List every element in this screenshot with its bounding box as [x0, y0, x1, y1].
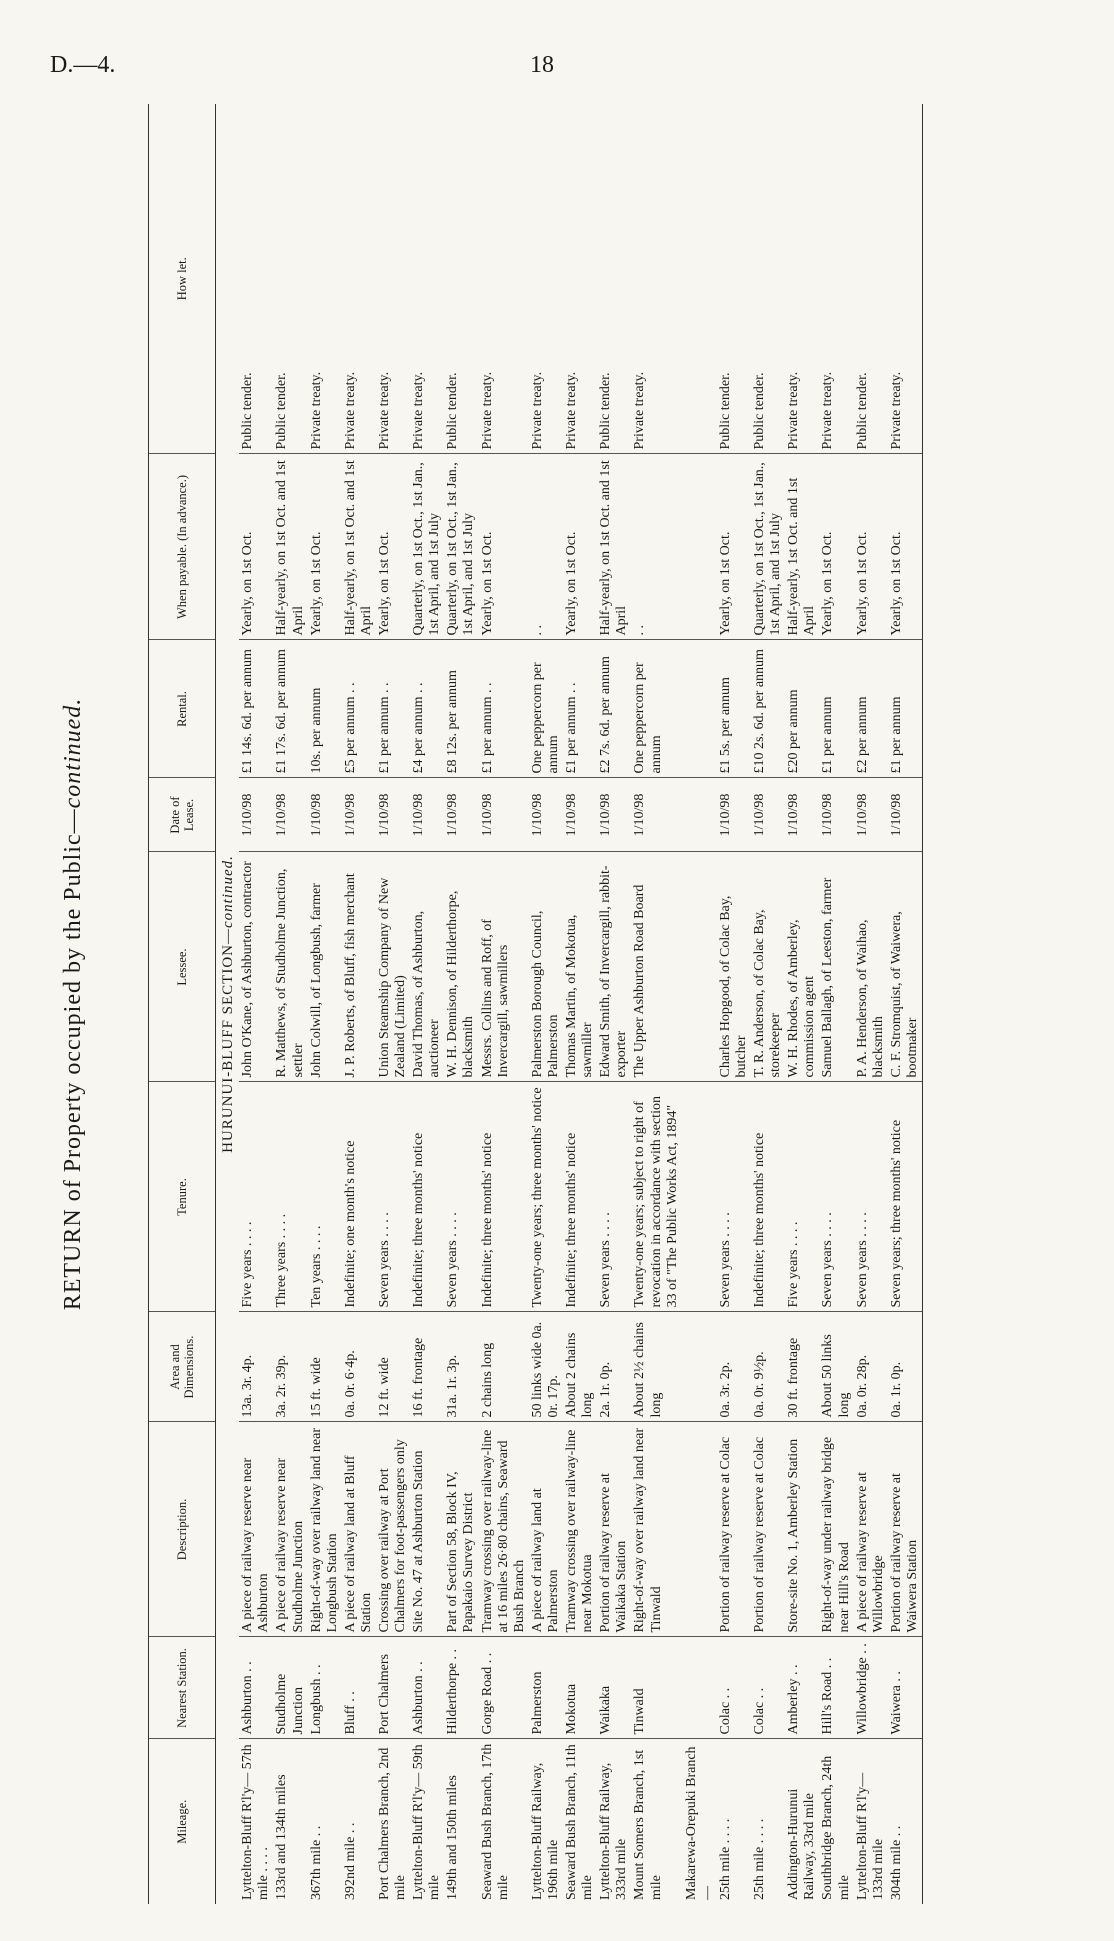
cell-station: Mokotua — [563, 1637, 597, 1739]
cell-description: Store-site No. 1, Amberley Station — [785, 1422, 819, 1637]
cell-area: 2 chains long — [479, 1312, 529, 1422]
cell-station: Gorge Road . . — [479, 1637, 529, 1739]
cell-station: Bluff . . — [342, 1637, 376, 1739]
empty-cell — [682, 778, 717, 852]
cell-mileage: Mount Somers Branch, 1st mile — [632, 1749, 664, 1900]
cell-description: A piece of railway reserve near Studholme Junction — [273, 1422, 307, 1637]
cell-description: Portion of railway reserve at Colac — [751, 1422, 785, 1637]
section-heading — [216, 104, 240, 1904]
table-row — [308, 104, 342, 1904]
table-row — [819, 104, 853, 1904]
cell-payable: Yearly, on 1st Oct. — [308, 454, 342, 640]
cell-area: 50 links wide 0a. 0r. 17p. — [529, 1312, 563, 1422]
cell-description: Right-of-way over railway land near Tinwald — [631, 1422, 681, 1637]
empty-cell — [682, 104, 717, 454]
cell-mileage: 149th and 150th miles — [445, 1775, 461, 1900]
cell-rental: £1 per annum — [819, 640, 853, 778]
section-title: HURUNUI-BLUFF SECTION— — [220, 927, 236, 1153]
cell-area: 0a. 1r. 0p. — [888, 1312, 923, 1422]
cell-rental: 10s. per annum — [308, 640, 342, 778]
cell-lessee: David Thomas, of Ashburton, auctioneer — [410, 852, 444, 1082]
cell-mileage: Lyttelton-Bluff R'l'y— 133rd mile — [854, 1772, 886, 1900]
cell-lessee: Edward Smith, of Invercargill, rabbit-exporter — [597, 852, 631, 1082]
cell-payable: Yearly, on 1st Oct. — [888, 454, 923, 640]
cell-lessee: Thomas Martin, of Mokotua, sawmiller — [563, 852, 597, 1082]
column-header: Lessee. — [149, 852, 216, 1082]
cell-date: 1/10/98 — [239, 778, 273, 852]
cell-how: Private treaty. — [342, 104, 376, 454]
cell-mileage: 133rd and 134th miles — [274, 1774, 290, 1900]
cell-tenure: Seven years . . . . — [854, 1082, 888, 1312]
cell-payable: Quarterly, on 1st Oct., 1st Jan., 1st April, and 1st July — [410, 454, 444, 640]
cell-rental: One peppercorn per annum — [631, 640, 681, 778]
cell-date: 1/10/98 — [273, 778, 307, 852]
cell-tenure: Indefinite; three months' notice — [563, 1082, 597, 1312]
page-number: 18 — [530, 52, 554, 78]
cell-description: Portion of railway reserve at Waiwera Station — [888, 1422, 923, 1637]
rotated-table-block — [60, 104, 1048, 1904]
cell-area: 31a. 1r. 3p. — [444, 1312, 478, 1422]
cell-date: 1/10/98 — [597, 778, 631, 852]
cell-description: A piece of railway land at Bluff Station — [342, 1422, 376, 1637]
cell-date: 1/10/98 — [308, 778, 342, 852]
cell-mileage: 304th mile . . — [888, 1739, 923, 1904]
cell-station: Hilderthorpe . . — [444, 1637, 478, 1739]
cell-station: Ashburton . . — [410, 1637, 444, 1739]
table-row — [529, 104, 563, 1904]
cell-how: Private treaty. — [308, 104, 342, 454]
cell-station: Waikaka — [597, 1637, 631, 1739]
cell-description: Portion of railway reserve at Waikaka Station — [597, 1422, 631, 1637]
cell-tenure: Twenty-one years; three months' notice — [529, 1082, 563, 1312]
cell-mileage: 367th mile . . — [308, 1825, 324, 1900]
cell-rental: £1 per annum . . — [479, 640, 529, 778]
cell-payable: Quarterly, on 1st Oct., 1st Jan., 1st April, and 1st July — [444, 454, 478, 640]
cell-how: Public tender. — [444, 104, 478, 454]
cell-description: A piece of railway land at Palmerston — [529, 1422, 563, 1637]
document-id: D.—4. — [50, 52, 116, 78]
cell-payable: Half-yearly, on 1st Oct. and 1st April — [273, 454, 307, 640]
cell-station: Longbush . . — [308, 1637, 342, 1739]
cell-mileage: Addington-Hurunui Railway, 33rd mile — [786, 1788, 818, 1900]
cell-how: Private treaty. — [410, 104, 444, 454]
cell-lessee: Palmerston Borough Council, Palmerston — [529, 852, 563, 1082]
cell-mileage: Seaward Bush Branch, 17th mile — [479, 1743, 511, 1900]
cell-date: 1/10/98 — [444, 778, 478, 852]
cell-description: Site No. 47 at Ashburton Station — [410, 1422, 444, 1637]
cell-how: Private treaty. — [376, 104, 410, 454]
cell-area: 13a. 3r. 4p. — [239, 1312, 273, 1422]
cell-how: Private treaty. — [479, 104, 529, 454]
table-row — [342, 104, 376, 1904]
cell-payable: Yearly, on 1st Oct. — [854, 454, 888, 640]
cell-description: A piece of railway reserve at Willowbridge — [854, 1422, 888, 1637]
cell-lessee: Messrs. Collins and Roff, of Invercargill, sawmillers — [479, 852, 529, 1082]
subheading-row — [682, 104, 717, 1904]
cell-station: Tinwald — [631, 1637, 681, 1739]
cell-payable: Quarterly, on 1st Oct., 1st Jan., 1st April, and 1st July — [751, 454, 785, 640]
empty-cell — [682, 852, 717, 1082]
cell-payable: Yearly, on 1st Oct. — [563, 454, 597, 640]
table-row — [444, 104, 478, 1904]
cell-station: Colac . . — [717, 1637, 751, 1739]
cell-rental: £1 per annum . . — [376, 640, 410, 778]
cell-tenure: Indefinite; three months' notice — [410, 1082, 444, 1312]
cell-date: 1/10/98 — [376, 778, 410, 852]
cell-payable: Yearly, on 1st Oct. — [239, 454, 273, 640]
cell-tenure: Seven years . . . . — [444, 1082, 478, 1312]
cell-lessee: W. H. Dennison, of Hilderthorpe, blacksmith — [444, 852, 478, 1082]
cell-date: 1/10/98 — [342, 778, 376, 852]
table-row — [854, 104, 888, 1904]
table-row — [239, 104, 273, 1904]
cell-station: Willowbridge . . — [854, 1637, 888, 1739]
cell-rental: £5 per annum . . — [342, 640, 376, 778]
empty-cell — [682, 1082, 717, 1312]
table-row — [479, 104, 529, 1904]
cell-lessee: Union Steamship Company of New Zealand (Limited) — [376, 852, 410, 1082]
cell-rental: £8 12s. per annum — [444, 640, 478, 778]
column-header: Date of Lease. — [149, 778, 216, 852]
cell-area: About 2 chains long — [563, 1312, 597, 1422]
cell-how: Public tender. — [751, 104, 785, 454]
cell-tenure: Seven years; three months' notice — [888, 1082, 923, 1312]
cell-rental: One peppercorn per annum — [529, 640, 563, 778]
cell-date: 1/10/98 — [819, 778, 853, 852]
cell-tenure: Five years . . . . — [239, 1082, 273, 1312]
cell-how: Public tender. — [597, 104, 631, 454]
cell-date: 1/10/98 — [854, 778, 888, 852]
return-title — [60, 104, 87, 1904]
cell-station: Hill's Road . . — [819, 1637, 853, 1739]
table-row — [597, 104, 631, 1904]
cell-station: Colac . . — [751, 1637, 785, 1739]
cell-tenure: Five years . . . . — [785, 1082, 819, 1312]
empty-cell — [682, 640, 717, 778]
section-heading-row — [216, 104, 240, 1904]
title-continued: continued. — [60, 697, 86, 809]
title-main: RETURN of Property occupied by the Public— — [60, 808, 86, 1311]
cell-area: 15 ft. wide — [308, 1312, 342, 1422]
cell-area: 0a. 3r. 2p. — [717, 1312, 751, 1422]
cell-how: Public tender. — [273, 104, 307, 454]
table-row — [785, 104, 819, 1904]
cell-lessee: R. Matthews, of Studholme Junction, settler — [273, 852, 307, 1082]
cell-lessee: John Colwill, of Longbush, farmer — [308, 852, 342, 1082]
column-header: Mileage. — [149, 1739, 216, 1904]
table-row — [631, 104, 681, 1904]
cell-area: 0a. 0r. 9½p. — [751, 1312, 785, 1422]
cell-date: 1/10/98 — [717, 778, 751, 852]
table-row — [273, 104, 307, 1904]
cell-tenure: Seven years . . . . — [597, 1082, 631, 1312]
cell-description: Right-of-way under railway bridge near Hill's Road — [819, 1422, 853, 1637]
cell-mileage: Southbridge Branch, 24th mile — [820, 1755, 852, 1900]
table-row — [888, 104, 923, 1904]
cell-payable: Yearly, on 1st Oct. — [717, 454, 751, 640]
cell-station: Port Chalmers — [376, 1637, 410, 1739]
cell-rental: £4 per annum . . — [410, 640, 444, 778]
cell-how: Public tender. — [717, 104, 751, 454]
cell-date: 1/10/98 — [888, 778, 923, 852]
cell-description: Portion of railway reserve at Colac — [717, 1422, 751, 1637]
column-header: Tenure. — [149, 1082, 216, 1312]
cell-lessee: T. R. Anderson, of Colac Bay, storekeeper — [751, 852, 785, 1082]
cell-tenure: Indefinite; three months' notice — [479, 1082, 529, 1312]
cell-rental: £10 2s. 6d. per annum — [751, 640, 785, 778]
column-header: When payable. (In advance.) — [149, 454, 216, 640]
cell-lessee: John O'Kane, of Ashburton, contractor — [239, 852, 273, 1082]
cell-lessee: C. F. Stromquist, of Waiwera, bootmaker — [888, 852, 923, 1082]
cell-rental: £20 per annum — [785, 640, 819, 778]
cell-rental: £1 14s. 6d. per annum — [239, 640, 273, 778]
column-header: Rental. — [149, 640, 216, 778]
cell-date: 1/10/98 — [529, 778, 563, 852]
section-continued: continued. — [220, 855, 236, 928]
table-row — [563, 104, 597, 1904]
table-row — [376, 104, 410, 1904]
cell-tenure: Indefinite; one month's notice — [342, 1082, 376, 1312]
table-body — [216, 104, 923, 1904]
cell-mileage: 25th mile . . . . — [717, 1818, 733, 1900]
cell-date: 1/10/98 — [410, 778, 444, 852]
cell-mileage: Lyttelton-Bluff Railway, 333rd mile — [598, 1762, 630, 1900]
cell-station: Amberley . . — [785, 1637, 819, 1739]
cell-mileage: Lyttelton-Bluff R'l'y— 59th mile — [411, 1744, 443, 1900]
cell-description: Tramway crossing over railway-line near Mokotua — [563, 1422, 597, 1637]
cell-tenure: Seven years . . . . — [717, 1082, 751, 1312]
cell-station: Ashburton . . — [239, 1637, 273, 1739]
cell-how: Private treaty. — [529, 104, 563, 454]
cell-how: Private treaty. — [563, 104, 597, 454]
cell-description: Crossing over railway at Port Chalmers for foot-passengers only — [376, 1422, 410, 1637]
cell-date: 1/10/98 — [563, 778, 597, 852]
property-table — [148, 104, 923, 1904]
cell-payable: Yearly, on 1st Oct. — [819, 454, 853, 640]
cell-how: Public tender. — [854, 104, 888, 454]
cell-date: 1/10/98 — [751, 778, 785, 852]
cell-payable: Yearly, on 1st Oct. — [376, 454, 410, 640]
cell-payable: Half-yearly, 1st Oct. and 1st April — [785, 454, 819, 640]
cell-how: Public tender. — [239, 104, 273, 454]
cell-rental: £2 per annum — [854, 640, 888, 778]
cell-lessee: P. A. Henderson, of Waihao, blacksmith — [854, 852, 888, 1082]
cell-area: About 50 links long — [819, 1312, 853, 1422]
cell-tenure: Twenty-one years; subject to right of revocation in accordance with section 33 of "The Public Works Act, 1894" — [631, 1082, 681, 1312]
cell-mileage: Seaward Bush Branch, 11th mile — [564, 1744, 596, 1900]
cell-rental: £1 per annum . . — [563, 640, 597, 778]
empty-cell — [682, 1312, 717, 1422]
cell-mileage: 392nd mile . . — [342, 1822, 358, 1900]
column-header: Nearest Station. — [149, 1637, 216, 1739]
cell-area: About 2½ chains long — [631, 1312, 681, 1422]
cell-how: Private treaty. — [888, 104, 923, 454]
cell-tenure: Indefinite; three months' notice — [751, 1082, 785, 1312]
column-header: Area and Dimensions. — [149, 1312, 216, 1422]
cell-payable: Half-yearly, on 1st Oct. and 1st April — [597, 454, 631, 640]
cell-payable: . . — [529, 454, 563, 640]
subheading-cell: Makarewa-Orepuki Branch— — [683, 1746, 715, 1900]
empty-cell — [682, 1637, 717, 1739]
cell-tenure: Ten years . . . . — [308, 1082, 342, 1312]
cell-station: Waiwera . . — [888, 1637, 923, 1739]
cell-description: Part of Section 58, Block IV, Papakaio Survey District — [444, 1422, 478, 1637]
cell-mileage: Port Chalmers Branch, 2nd mile — [377, 1747, 409, 1900]
cell-tenure: Seven years . . . . — [376, 1082, 410, 1312]
column-header: How let. — [149, 104, 216, 454]
empty-cell — [682, 454, 717, 640]
cell-how: Private treaty. — [819, 104, 853, 454]
cell-rental: £2 7s. 6d. per annum — [597, 640, 631, 778]
cell-description: Right-of-way over railway land near Longbush Station — [308, 1422, 342, 1637]
cell-payable: Half-yearly, on 1st Oct. and 1st April — [342, 454, 376, 640]
table-row — [410, 104, 444, 1904]
cell-payable: Yearly, on 1st Oct. — [479, 454, 529, 640]
cell-tenure: Seven years . . . . — [819, 1082, 853, 1312]
cell-rental: £1 per annum — [888, 640, 923, 778]
cell-how: Private treaty. — [631, 104, 681, 454]
cell-lessee: J. P. Roberts, of Bluff, fish merchant — [342, 852, 376, 1082]
cell-tenure: Three years . . . . — [273, 1082, 307, 1312]
cell-area: 2a. 1r. 0p. — [597, 1312, 631, 1422]
cell-date: 1/10/98 — [479, 778, 529, 852]
cell-lessee: Charles Hopgood, of Colac Bay, butcher — [717, 852, 751, 1082]
cell-payable: . . — [631, 454, 681, 640]
cell-rental: £1 17s. 6d. per annum — [273, 640, 307, 778]
empty-cell — [682, 1422, 717, 1637]
cell-rental: £1 5s. per annum — [717, 640, 751, 778]
cell-mileage: Lyttelton-Bluff R'l'y— 57th mile . . . . — [240, 1744, 272, 1900]
cell-area: 16 ft. frontage — [410, 1312, 444, 1422]
cell-lessee: Samuel Ballagh, of Leeston, farmer — [819, 852, 853, 1082]
cell-area: 0a. 0r. 6·4p. — [342, 1312, 376, 1422]
cell-how: Private treaty. — [785, 104, 819, 454]
cell-lessee: W. H. Rhodes, of Amberley, commission agent — [785, 852, 819, 1082]
cell-date: 1/10/98 — [631, 778, 681, 852]
cell-date: 1/10/98 — [785, 778, 819, 852]
table-row — [751, 104, 785, 1904]
header-row — [149, 104, 216, 1904]
column-header: Description. — [149, 1422, 216, 1637]
cell-station: Studholme Junction — [273, 1637, 307, 1739]
cell-mileage: Lyttelton-Bluff Railway, 196th mile — [529, 1762, 561, 1900]
cell-description: Tramway crossing over railway-line at 16 miles 26·80 chains, Seaward Bush Branch — [479, 1422, 529, 1637]
cell-description: A piece of railway reserve near Ashburton — [239, 1422, 273, 1637]
cell-mileage: 25th mile . . . . — [752, 1818, 768, 1900]
cell-area: 12 ft. wide — [376, 1312, 410, 1422]
cell-station: Palmerston — [529, 1637, 563, 1739]
cell-lessee: The Upper Ashburton Road Board — [631, 852, 681, 1082]
table-row — [717, 104, 751, 1904]
cell-area: 0a. 0r. 28p. — [854, 1312, 888, 1422]
cell-area: 3a. 2r. 39p. — [273, 1312, 307, 1422]
cell-area: 30 ft. frontage — [785, 1312, 819, 1422]
